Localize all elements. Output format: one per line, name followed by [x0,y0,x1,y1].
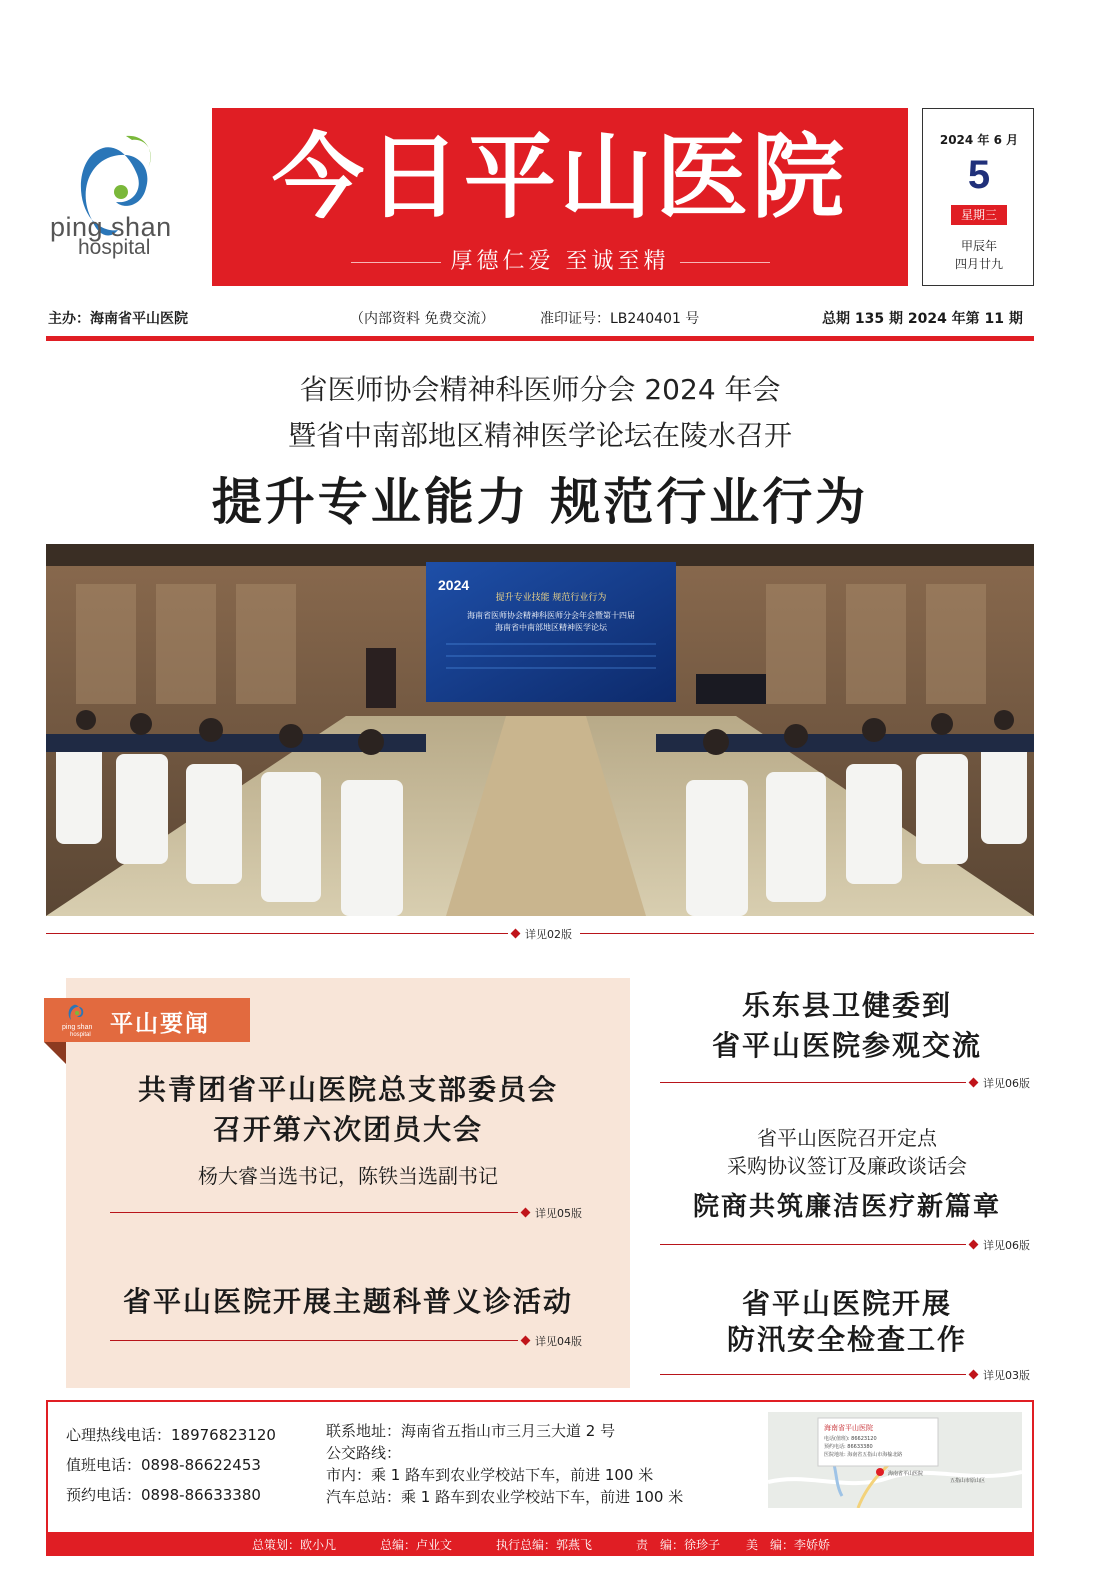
right-c-title-2: 防汛安全检查工作 [726,1323,967,1356]
right-c-ref: 详见03版 [970,1367,1030,1383]
map-card-title: 海南省平山医院 [824,1424,873,1432]
photo-screen-line-3: 海南省中南部地区精神医学论坛 [495,623,607,632]
bus-station-route: 汽车总站：乘 1 路车到农业学校站下车，前进 100 米 [326,1488,684,1506]
date-day: 5 [967,153,991,197]
date-lunar: 四月廿九 [954,257,1003,271]
panel-item2-title: 省平山医院开展主题科普义诊活动 [122,1285,573,1318]
section-tag-label: 平山要闻 [110,1011,210,1037]
bus-label: 公交路线： [326,1444,402,1462]
credit-art-editor: 美 编：李娇娇 [746,1538,831,1552]
right-a-ref: 详见06版 [970,1075,1030,1091]
lead-kicker-1: 省医师协会精神科医师分会 2024 年会 [299,373,781,406]
right-a-rule [660,1082,966,1083]
panel-item1-title-2: 召开第六次团员大会 [212,1113,483,1146]
photo-screen-line-1: 提升专业技能 规范行业行为 [495,593,607,603]
panel-item2-ref: 详见04版 [522,1333,582,1349]
logo-wordmark-top: ping shan [50,212,172,242]
map-card-line-1: 电话(值班): 86623120 [824,1436,877,1442]
right-c-rule [660,1374,966,1375]
map-card-line-2: 预约电话: 86633380 [824,1444,873,1450]
credit-chief-planner: 总策划：欧小凡 [252,1538,337,1552]
right-b-ref: 详见06版 [970,1237,1030,1253]
date-box [922,108,1034,286]
map-pin-label: 海南省平山医院 [888,1471,924,1477]
masthead-banner [212,108,908,286]
tag-logo-word-1: ping shan [62,1024,93,1031]
slogan [212,244,908,275]
panel-item1-ref: 详见05版 [522,1205,582,1221]
photo-screen-line-2: 海南省医师协会精神科医师分会年会暨第十四届 [467,611,635,620]
logo-wordmark-bottom: hospital [78,236,151,259]
right-c-title-1: 省平山医院开展 [741,1287,952,1320]
location-map [768,1412,1022,1508]
issue-number: 总期 135 期 2024 年第 11 期 [822,311,1023,327]
duty-phone: 值班电话：0898-86622453 [66,1456,261,1474]
photo-screen-year: 2024 [438,577,470,593]
credit-editor-in-chief: 总编：卢业文 [380,1538,453,1552]
lead-ref-line-left [46,933,508,934]
map-area-label: 五指山市原山区 [950,1478,986,1484]
section-tag [44,998,250,1042]
panel-item1-title-1: 共青团省平山医院总支部委员会 [137,1073,558,1106]
credits-bar [46,1534,1034,1556]
right-a-title-1: 乐东县卫健委到 [741,989,952,1022]
lead-ref-line-right [580,933,1034,934]
bus-city-route: 市内：乘 1 路车到农业学校站下车，前进 100 米 [326,1466,654,1484]
credit-executive-editor: 执行总编：郭燕飞 [496,1538,593,1552]
panel-item1-subtitle: 杨大睿当选书记，陈铁当选副书记 [198,1164,498,1188]
section-tag-fold [44,1042,66,1064]
panel-item1-rule [110,1212,518,1213]
date-weekday: 星期三 [951,205,1007,225]
address: 联系地址：海南省五指山市三月三大道 2 号 [326,1422,616,1440]
map-pin-icon [876,1468,884,1476]
lead-headline: 提升专业能力 规范行业行为 [211,473,869,531]
date-ganzhi: 甲辰年 [960,239,997,253]
tag-logo-word-2: hospital [70,1032,91,1038]
permit-number: 准印证号：LB240401 号 [540,311,700,327]
right-b-subtitle-2: 采购协议签订及廉政谈话会 [727,1154,967,1178]
right-b-rule [660,1244,966,1245]
right-a-title-2: 省平山医院参观交流 [711,1029,982,1062]
masthead-rule [46,336,1034,341]
slogan-text: 厚德仁爱 至诚至精 [450,249,670,274]
internal-note: （内部资料 免费交流） [350,311,495,327]
hotline: 心理热线电话：18976823120 [66,1426,276,1444]
right-b-title: 院商共筑廉洁医疗新篇章 [692,1192,1001,1222]
map-card-line-3: 医院地址: 海南省五指山市海榆北路 [824,1452,903,1458]
lead-see-page-ref: 详见02版 [512,926,572,942]
panel-item2-rule [110,1340,518,1341]
lead-photo [46,544,1034,916]
lead-kicker-2: 暨省中南部地区精神医学论坛在陵水召开 [287,419,792,452]
booking-phone: 预约电话：0898-86633380 [66,1486,261,1504]
date-year-month: 2024 年 6 月 [939,133,1019,147]
right-b-subtitle-1: 省平山医院召开定点 [757,1126,937,1150]
newspaper-title: 今日平山医院 [271,124,848,231]
credit-responsible-editor: 责 编：徐珍子 [636,1538,721,1552]
tag-logo-icon [64,1002,90,1026]
sponsor: 主办：海南省平山医院 [48,311,188,327]
